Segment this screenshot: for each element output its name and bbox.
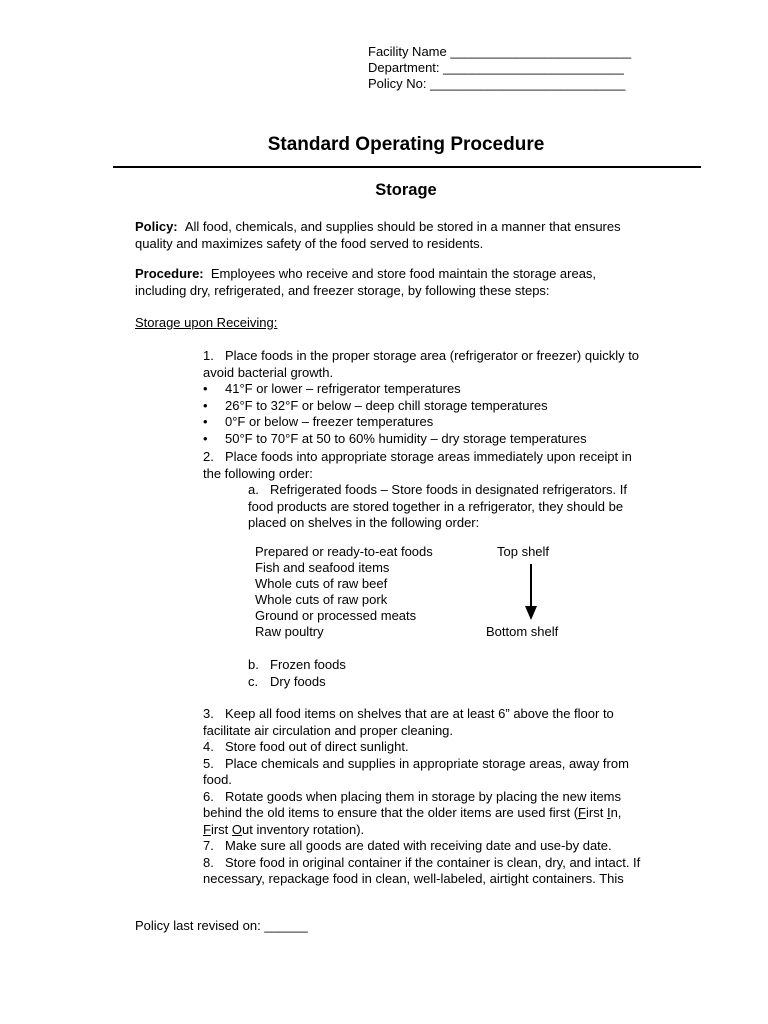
bullet-icon: •: [203, 381, 208, 396]
list-item: Prepared or ready-to-eat foods: [255, 544, 433, 559]
title-divider: [113, 166, 701, 168]
down-arrow-icon: [530, 564, 532, 610]
arrowhead-icon: [525, 606, 537, 620]
step-text: Place foods in the proper storage area (refrigerator or freezer) quickly to: [225, 348, 640, 363]
bullet-icon: •: [203, 397, 208, 413]
step-number: 4.: [203, 739, 214, 754]
list-item: • 0°F or below – freezer temperatures: [203, 414, 434, 429]
section-title: Storage: [375, 181, 437, 199]
policy-revised-footer: Policy last revised on: ______: [135, 918, 308, 933]
step-number: 7.: [203, 838, 214, 853]
policy-no-field: Policy No: ___________________________: [368, 76, 626, 91]
list-item: • 26°F to 32°F or below – deep chill storage temperatures: [203, 397, 548, 413]
step-number: 6.: [203, 788, 214, 804]
step-number: 5.: [203, 755, 214, 771]
step-number: 1.: [203, 348, 214, 363]
temperature-list: [203, 381, 587, 447]
procedure-text-line2: including dry, refrigerated, and freezer storage, by following these steps:: [135, 282, 550, 298]
substep-text: Refrigerated foods – Store foods in designated refrigerators. If: [270, 482, 627, 497]
list-item: • 41°F or lower – refrigerator temperatures: [203, 381, 461, 396]
shelf-order-list: [255, 544, 433, 640]
step-number: 8.: [203, 854, 214, 870]
policy-label: Policy:: [135, 219, 178, 234]
list-item: Ground or processed meats: [255, 608, 417, 623]
step-2: [203, 449, 632, 482]
substep-text: placed on shelves in the following order:: [248, 515, 480, 530]
step-3: 3. Keep all food items on shelves that are at least 6” above the floor to facilitate air circulation and proper cleaning.: [203, 706, 614, 738]
substep-text: Frozen foods: [270, 657, 346, 672]
step-7: 7. Make sure all goods are dated with receiving date and use-by date.: [203, 838, 612, 853]
step-8: 8. Store food in original container if the container is clean, dry, and intact. If necessary, repackage food in clean, well-labeled, airtight containers. This: [203, 854, 641, 886]
bottom-shelf-label: Bottom shelf: [486, 624, 559, 639]
steps-3-to-8: [203, 706, 640, 888]
department-field: Department: _________________________: [368, 60, 624, 75]
step-number: 2.: [203, 449, 214, 464]
bullet-icon: •: [203, 430, 208, 446]
procedure-text-line1: Employees who receive and store food maintain the storage areas,: [210, 266, 597, 281]
list-item: Raw poultry: [255, 624, 324, 639]
substep-text: Dry foods: [270, 674, 326, 689]
substep-b: [248, 657, 346, 674]
substep-a: [248, 482, 627, 532]
top-shelf-label: Top shelf: [497, 544, 550, 559]
procedure-paragraph: [135, 266, 596, 299]
step-5: 5. Place chemicals and supplies in appropriate storage areas, away from food.: [203, 755, 629, 787]
step-text: Place foods into appropriate storage areas immediately upon receipt in: [225, 449, 632, 464]
substep-c: [248, 674, 326, 691]
step-number: 3.: [203, 706, 214, 721]
procedure-label: Procedure:: [135, 266, 204, 281]
step-text: avoid bacterial growth.: [203, 364, 334, 380]
substep-letter: b.: [248, 657, 259, 672]
bullet-icon: •: [203, 414, 208, 429]
list-item: • 50°F to 70°F at 50 to 60% humidity – dry storage temperatures: [203, 430, 587, 446]
list-item: Whole cuts of raw beef: [255, 576, 388, 591]
substep-letter: c.: [248, 674, 259, 689]
step-1: [203, 348, 639, 381]
list-item: Whole cuts of raw pork: [255, 592, 388, 607]
policy-text-line2: quality and maximizes safety of the food served to residents.: [135, 235, 484, 251]
step-6: 6. Rotate goods when placing them in storage by placing the new items behind the old items to ensure that the older items are used first (First In, First Out inventory rotation).: [203, 788, 622, 837]
facility-name-field: Facility Name _________________________: [368, 44, 632, 59]
page-title: Standard Operating Procedure: [267, 134, 545, 155]
policy-text-line1: All food, chemicals, and supplies should be stored in a manner that ensures: [184, 219, 621, 234]
policy-paragraph: [135, 219, 621, 252]
substep-letter: a.: [248, 482, 259, 497]
list-item: Fish and seafood items: [255, 560, 390, 575]
substep-text: food products are stored together in a refrigerator, they should be: [248, 498, 624, 514]
storage-receiving-heading: Storage upon Receiving:: [135, 315, 278, 330]
step-text: the following order:: [203, 465, 313, 481]
step-4: 4. Store food out of direct sunlight.: [203, 739, 409, 754]
